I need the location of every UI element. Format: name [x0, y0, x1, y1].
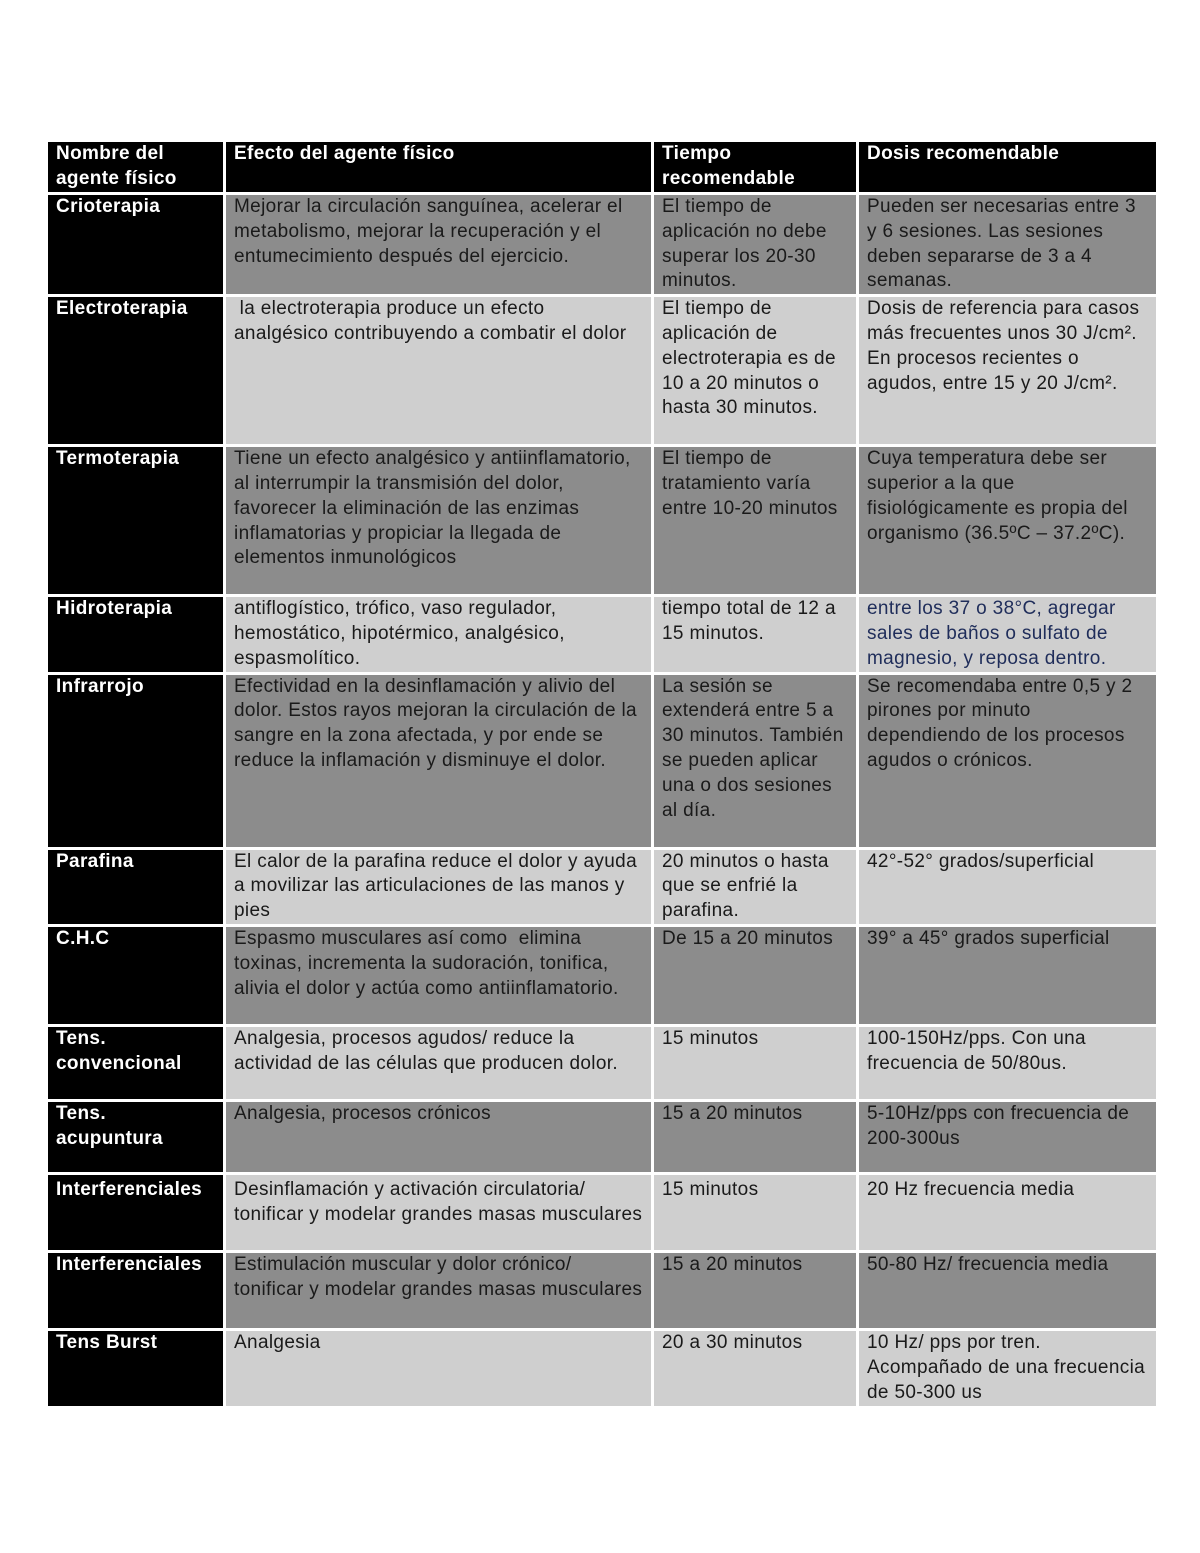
agent-name-cell: Termoterapia — [47, 446, 225, 596]
header-dose: Dosis recomendable — [858, 141, 1158, 194]
time-cell: El tiempo de aplicación no debe superar los 20-30 minutos. — [653, 194, 858, 296]
effect-cell: antiflogístico, trófico, vaso regulador, hemostático, hipotérmico, analgésico, espasmolítico. — [225, 596, 653, 673]
time-cell: 15 a 20 minutos — [653, 1100, 858, 1173]
effect-cell: Efectividad en la desinflamación y alivio del dolor. Estos rayos mejoran la circulación de la sangre en la zona afectada, y por ende se reduce la inflamación y disminuye el dolor. — [225, 673, 653, 848]
effect-cell: Analgesia — [225, 1329, 653, 1407]
dose-cell: entre los 37 o 38°C, agregar sales de baños o sulfato de magnesio, y reposa dentro. — [858, 596, 1158, 673]
header-time: Tiempo recomendable — [653, 141, 858, 194]
agent-name-cell: Parafina — [47, 848, 225, 925]
dose-cell: Cuya temperatura debe ser superior a la que fisiológicamente es propia del organismo (36.5ºC – 37.2ºC). — [858, 446, 1158, 596]
agent-name-cell: Tens. acupuntura — [47, 1100, 225, 1173]
dose-cell: 42°-52° grados/superficial — [858, 848, 1158, 925]
agent-name-cell: Infrarrojo — [47, 673, 225, 848]
agent-name-cell: Tens. convencional — [47, 1025, 225, 1100]
time-cell: 15 minutos — [653, 1173, 858, 1251]
agents-table — [45, 139, 1159, 1409]
effect-cell: Espasmo musculares así como elimina toxinas, incrementa la sudoración, tonifica, alivia el dolor y actúa como antiinflamatorio. — [225, 925, 653, 1025]
dose-cell: 50-80 Hz/ frecuencia media — [858, 1251, 1158, 1329]
effect-cell: Mejorar la circulación sanguínea, acelerar el metabolismo, mejorar la recuperación y el entumecimiento después del ejercicio. — [225, 194, 653, 296]
time-cell: El tiempo de aplicación de electroterapia es de 10 a 20 minutos o hasta 30 minutos. — [653, 296, 858, 446]
header-agent-name: Nombre del agente físico — [47, 141, 225, 194]
agent-name-cell: Interferenciales — [47, 1173, 225, 1251]
dose-cell: Pueden ser necesarias entre 3 y 6 sesiones. Las sesiones deben separarse de 3 a 4 semanas. — [858, 194, 1158, 296]
table-row — [47, 296, 1158, 446]
effect-cell: Analgesia, procesos crónicos — [225, 1100, 653, 1173]
agent-name-cell: Crioterapia — [47, 194, 225, 296]
agent-name-cell: Hidroterapia — [47, 596, 225, 673]
dose-cell: 100-150Hz/pps. Con una frecuencia de 50/80us. — [858, 1025, 1158, 1100]
table-row — [47, 1329, 1158, 1407]
effect-cell: Desinflamación y activación circulatoria/ tonificar y modelar grandes masas musculares — [225, 1173, 653, 1251]
effect-cell: Analgesia, procesos agudos/ reduce la actividad de las células que producen dolor. — [225, 1025, 653, 1100]
table-row — [47, 673, 1158, 848]
table-row — [47, 848, 1158, 925]
time-cell: De 15 a 20 minutos — [653, 925, 858, 1025]
time-cell: 15 a 20 minutos — [653, 1251, 858, 1329]
table-row — [47, 1173, 1158, 1251]
time-cell: El tiempo de tratamiento varía entre 10-20 minutos — [653, 446, 858, 596]
agent-name-cell: C.H.C — [47, 925, 225, 1025]
dose-cell: 10 Hz/ pps por tren. Acompañado de una frecuencia de 50-300 us — [858, 1329, 1158, 1407]
time-cell: 20 minutos o hasta que se enfrié la parafina. — [653, 848, 858, 925]
effect-cell: El calor de la parafina reduce el dolor y ayuda a movilizar las articulaciones de las manos y pies — [225, 848, 653, 925]
table-row — [47, 596, 1158, 673]
time-cell: 20 a 30 minutos — [653, 1329, 858, 1407]
dose-cell: Se recomendaba entre 0,5 y 2 pirones por minuto dependiendo de los procesos agudos o crónicos. — [858, 673, 1158, 848]
table-row — [47, 446, 1158, 596]
agent-name-cell: Electroterapia — [47, 296, 225, 446]
table-row — [47, 1025, 1158, 1100]
effect-cell: Estimulación muscular y dolor crónico/ tonificar y modelar grandes masas musculares — [225, 1251, 653, 1329]
header-effect: Efecto del agente físico — [225, 141, 653, 194]
dose-cell: 5-10Hz/pps con frecuencia de 200-300us — [858, 1100, 1158, 1173]
table-row — [47, 194, 1158, 296]
effect-cell: la electroterapia produce un efecto analgésico contribuyendo a combatir el dolor — [225, 296, 653, 446]
agent-name-cell: Interferenciales — [47, 1251, 225, 1329]
table-row — [47, 1100, 1158, 1173]
effect-cell: Tiene un efecto analgésico y antiinflamatorio, al interrumpir la transmisión del dolor, favorecer la eliminación de las enzimas inflamatorias y propiciar la llegada de elementos inmunológicos — [225, 446, 653, 596]
table-row — [47, 925, 1158, 1025]
time-cell: 15 minutos — [653, 1025, 858, 1100]
dose-cell: 39° a 45° grados superficial — [858, 925, 1158, 1025]
time-cell: tiempo total de 12 a 15 minutos. — [653, 596, 858, 673]
table-header-row — [47, 141, 1158, 194]
dose-cell: 20 Hz frecuencia media — [858, 1173, 1158, 1251]
table-row — [47, 1251, 1158, 1329]
dose-cell: Dosis de referencia para casos más frecuentes unos 30 J/cm². En procesos recientes o agudos, entre 15 y 20 J/cm². — [858, 296, 1158, 446]
agent-name-cell: Tens Burst — [47, 1329, 225, 1407]
time-cell: La sesión se extenderá entre 5 a 30 minutos. También se pueden aplicar una o dos sesiones al día. — [653, 673, 858, 848]
